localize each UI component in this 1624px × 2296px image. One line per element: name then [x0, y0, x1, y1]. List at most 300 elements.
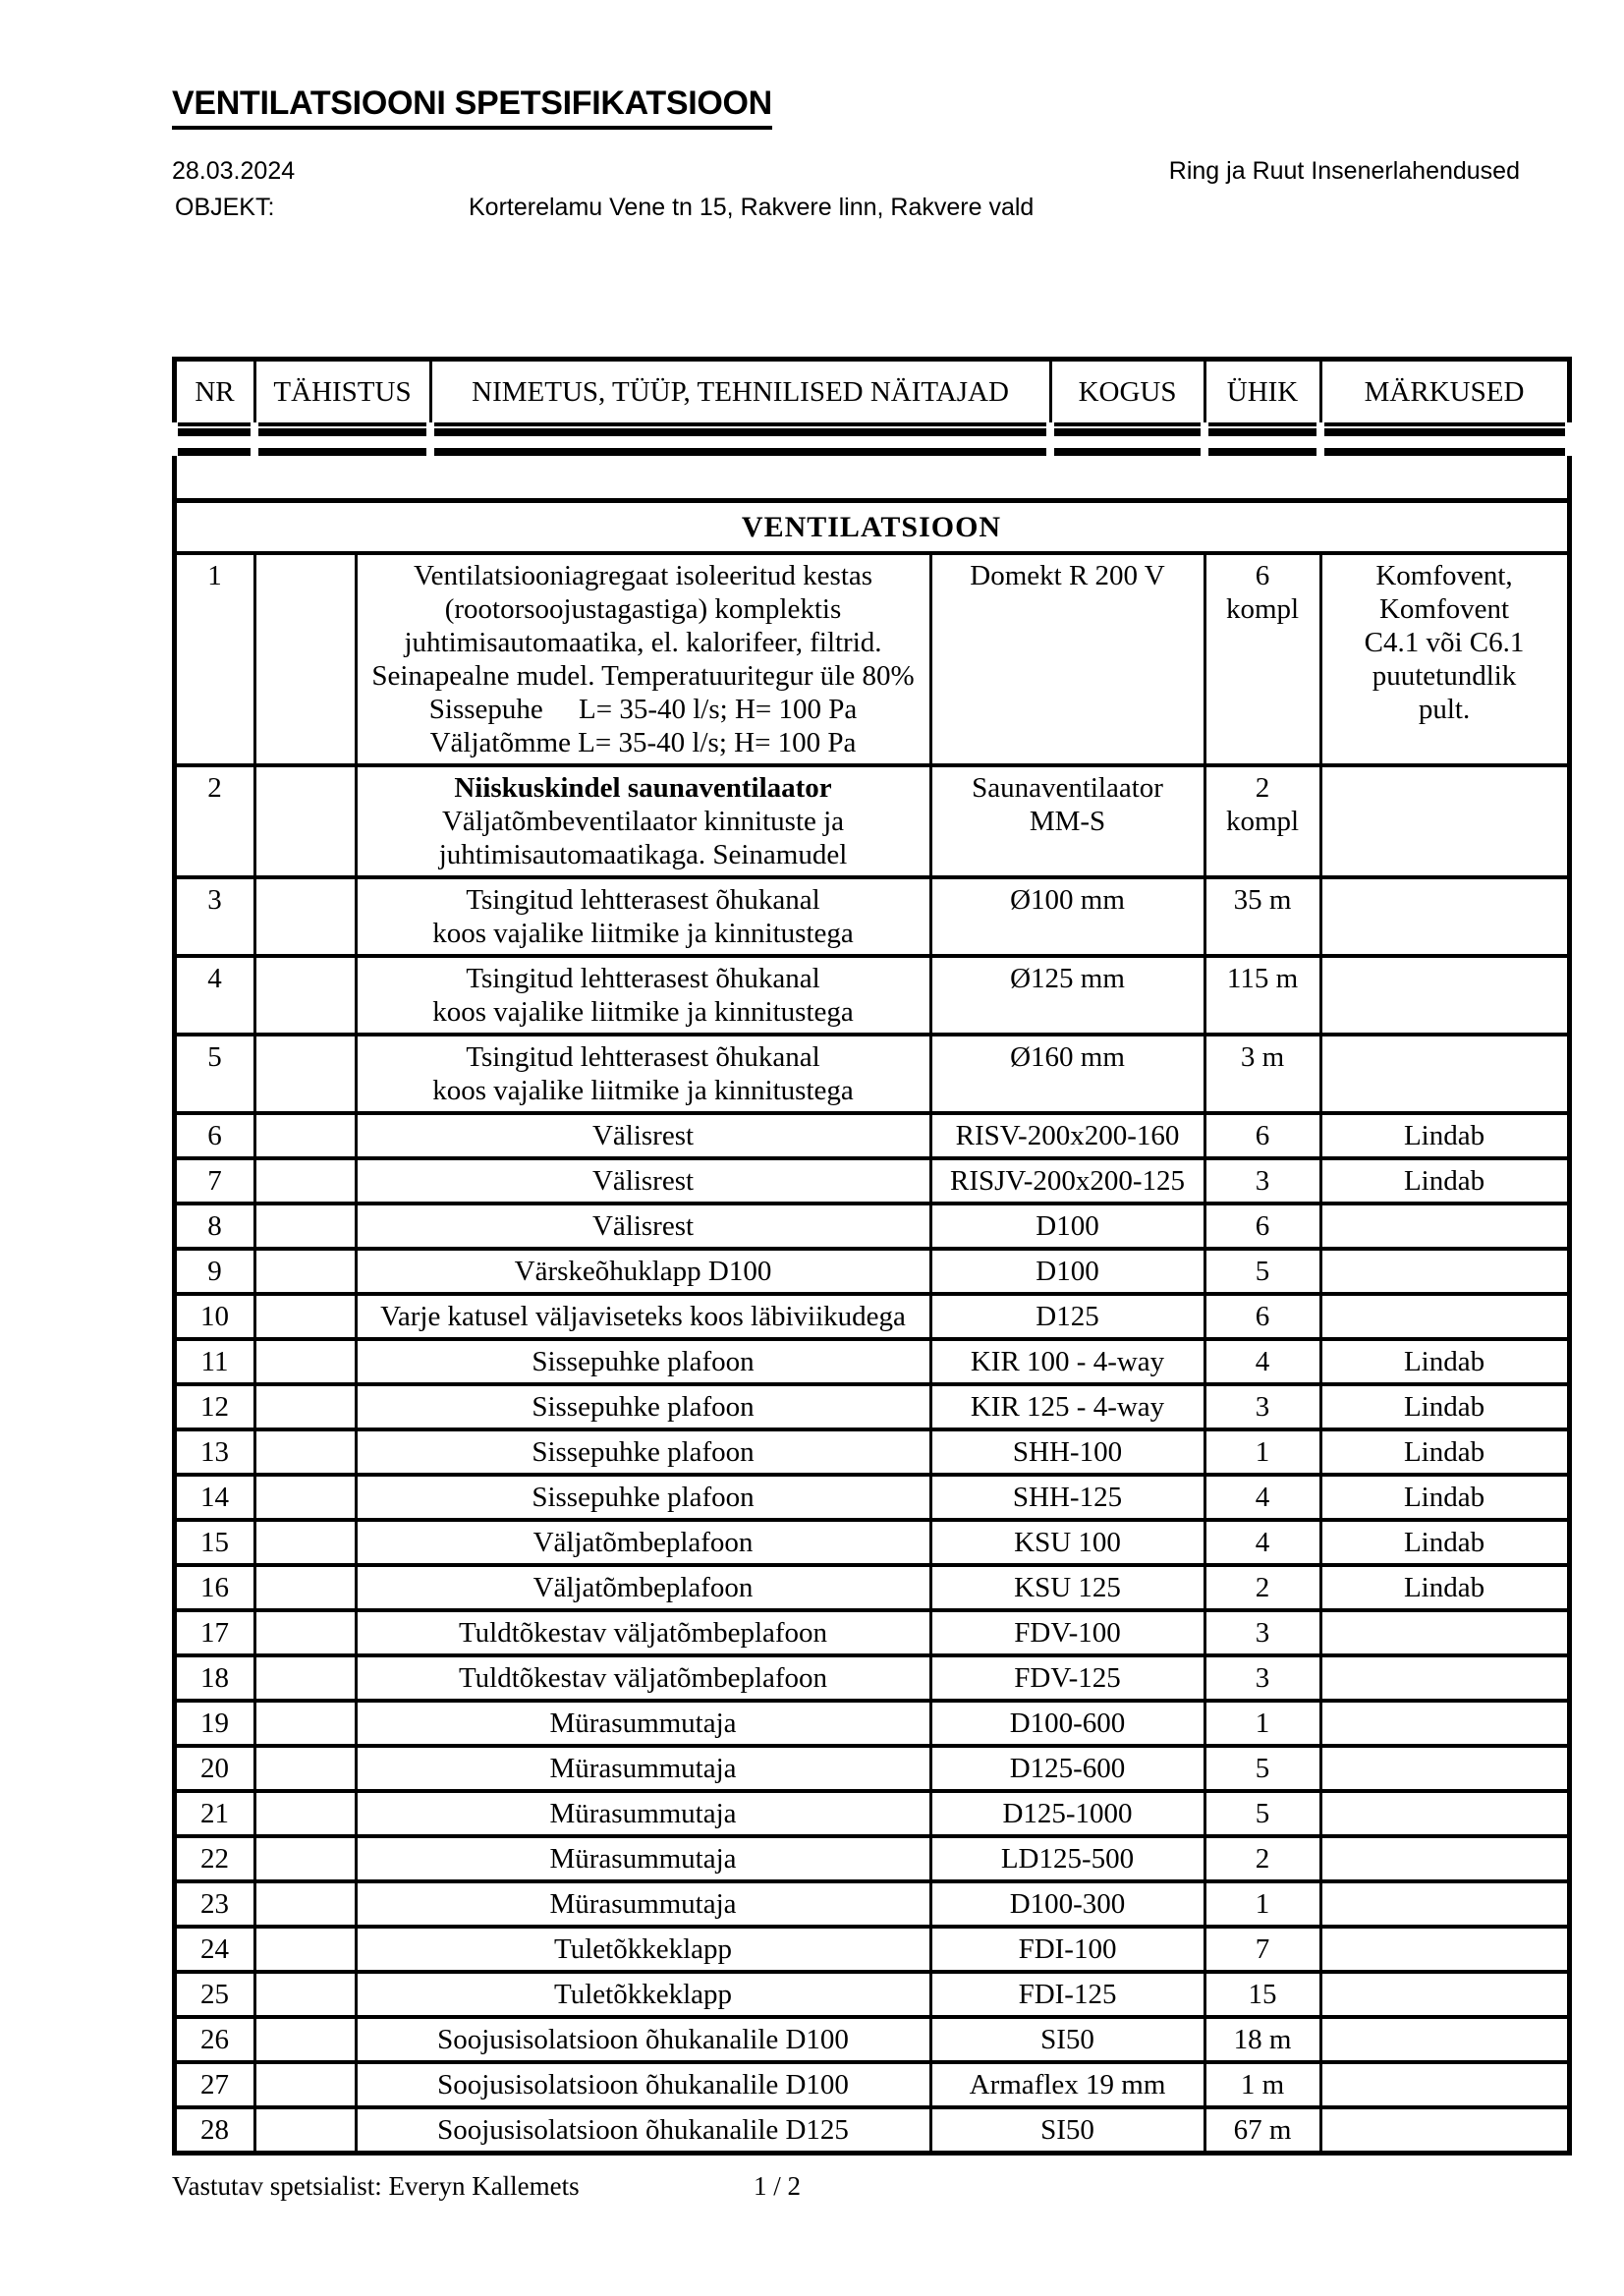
cell-line: 2: [1255, 1572, 1270, 1603]
cell-tahistus: [254, 553, 356, 765]
cell-type: [930, 877, 1204, 956]
cell-line: RISJV-200x200-125: [950, 1165, 1186, 1197]
cell-tahistus: [254, 2017, 356, 2062]
cell-line: 6: [1255, 560, 1270, 591]
column-header-kogus: KOGUS: [1050, 360, 1204, 425]
cell-description: [356, 1655, 930, 1701]
cell-line: Sissepuhke plafoon: [532, 1436, 755, 1468]
table-row: [174, 956, 1569, 1035]
divider-band-cell: [1050, 424, 1204, 456]
table-row: [174, 1158, 1569, 1204]
cell-description: [356, 1339, 930, 1384]
cell-line: D125: [1036, 1301, 1099, 1332]
cell-quantity: [1204, 877, 1320, 956]
cell-line: Ø100 mm: [1010, 884, 1125, 916]
cell-nr: 4: [174, 956, 254, 1035]
cell-notes: [1320, 1113, 1569, 1158]
cell-notes: [1320, 2017, 1569, 2062]
cell-description: [356, 1204, 930, 1249]
cell-line: 2: [1255, 1843, 1270, 1875]
cell-line: D125-1000: [1002, 1798, 1133, 1829]
company-name: Ring ja Ruut Insenerlahendused: [1168, 157, 1520, 185]
cell-line: 1: [1255, 1708, 1270, 1739]
cell-line: Tuletõkkeklapp: [554, 1933, 732, 1965]
cell-tahistus: [254, 1972, 356, 2017]
cell-line: Soojusisolatsioon õhukanalile D100: [437, 2069, 849, 2100]
cell-line: Mürasummutaja: [549, 1888, 737, 1920]
cell-nr: 19: [174, 1701, 254, 1746]
cell-type: [930, 1204, 1204, 1249]
cell-line: kompl: [1225, 806, 1300, 837]
cell-line: 5: [1255, 1798, 1270, 1829]
cell-type: [930, 1746, 1204, 1791]
column-header-nr: NR: [174, 360, 254, 425]
cell-line: LD125-500: [1000, 1843, 1135, 1875]
cell-quantity: [1204, 1035, 1320, 1113]
table-row: [174, 1972, 1569, 2017]
cell-quantity: [1204, 1249, 1320, 1294]
cell-type: [930, 1701, 1204, 1746]
cell-tahistus: [254, 1836, 356, 1881]
table-row: [174, 1746, 1569, 1791]
cell-line: Tsingitud lehtterasest õhukanal: [466, 884, 820, 916]
cell-line: Sissepuhe L= 35-40 l/s; H= 100 Pa: [428, 694, 858, 725]
cell-type: [930, 1158, 1204, 1204]
cell-tahistus: [254, 1520, 356, 1565]
cell-notes: [1320, 1927, 1569, 1972]
cell-tahistus: [254, 1475, 356, 1520]
table-row: [174, 2017, 1569, 2062]
cell-line: 115 m: [1226, 963, 1299, 994]
cell-tahistus: [254, 1565, 356, 1610]
cell-line: KIR 100 - 4-way: [970, 1346, 1165, 1377]
cell-description: [356, 1035, 930, 1113]
cell-line: Komfovent: [1378, 593, 1510, 625]
divider-band-cell: [254, 424, 430, 456]
cell-nr: 26: [174, 2017, 254, 2062]
cell-line: Niiskuskindel saunaventilaator: [454, 772, 832, 804]
cell-quantity: [1204, 553, 1320, 765]
cell-description: [356, 1249, 930, 1294]
cell-line: Varje katusel väljaviseteks koos läbiviikudega: [380, 1301, 906, 1332]
cell-nr: 18: [174, 1655, 254, 1701]
cell-notes: [1320, 1204, 1569, 1249]
cell-nr: 20: [174, 1746, 254, 1791]
cell-description: [356, 877, 930, 956]
divider-band-cell: [1320, 424, 1569, 456]
cell-type: [930, 2017, 1204, 2062]
cell-line: 5: [1255, 1753, 1270, 1784]
cell-line: Seinapealne mudel. Temperatuuritegur üle 80%: [371, 660, 915, 692]
cell-description: [356, 553, 930, 765]
cell-quantity: [1204, 1927, 1320, 1972]
cell-line: 6: [1255, 1210, 1270, 1242]
cell-tahistus: [254, 2062, 356, 2107]
cell-line: Sissepuhke plafoon: [532, 1391, 755, 1423]
cell-type: [930, 956, 1204, 1035]
cell-type: [930, 1294, 1204, 1339]
cell-quantity: [1204, 2017, 1320, 2062]
cell-tahistus: [254, 1339, 356, 1384]
cell-line: SHH-100: [1012, 1436, 1123, 1468]
cell-tahistus: [254, 2107, 356, 2153]
cell-quantity: [1204, 1158, 1320, 1204]
section-header-row: [174, 501, 1569, 554]
cell-line: Tsingitud lehtterasest õhukanal: [466, 1041, 820, 1073]
table-row: [174, 1791, 1569, 1836]
cell-line: Armaflex 19 mm: [969, 2069, 1166, 2100]
cell-tahistus: [254, 1249, 356, 1294]
cell-line: Lindab: [1403, 1482, 1485, 1513]
cell-line: 3: [1255, 1165, 1270, 1197]
cell-line: KIR 125 - 4-way: [970, 1391, 1165, 1423]
cell-notes: [1320, 1249, 1569, 1294]
cell-line: Lindab: [1403, 1120, 1485, 1151]
cell-type: [930, 1881, 1204, 1927]
empty-spacer-row: [174, 456, 1569, 501]
cell-line: Välisrest: [591, 1120, 695, 1151]
cell-notes: [1320, 1339, 1569, 1384]
cell-line: 3: [1255, 1391, 1270, 1423]
cell-line: D125-600: [1009, 1753, 1126, 1784]
cell-type: [930, 2062, 1204, 2107]
divider-band-cell: [174, 424, 254, 456]
cell-line: Soojusisolatsioon õhukanalile D100: [437, 2024, 849, 2055]
cell-quantity: [1204, 1520, 1320, 1565]
cell-quantity: [1204, 1294, 1320, 1339]
cell-line: 2: [1255, 772, 1270, 804]
cell-type: [930, 1655, 1204, 1701]
cell-quantity: [1204, 765, 1320, 877]
cell-line: SI50: [1040, 2024, 1094, 2055]
cell-quantity: [1204, 1339, 1320, 1384]
cell-notes: [1320, 1035, 1569, 1113]
cell-nr: 3: [174, 877, 254, 956]
cell-line: KSU 125: [1014, 1572, 1121, 1603]
cell-line: Väljatõmbeplafoon: [532, 1527, 754, 1558]
cell-line: Mürasummutaja: [549, 1798, 737, 1829]
cell-line: Saunaventilaator: [972, 772, 1163, 804]
cell-notes: [1320, 1158, 1569, 1204]
cell-line: Lindab: [1403, 1572, 1485, 1603]
cell-type: [930, 1927, 1204, 1972]
cell-nr: 21: [174, 1791, 254, 1836]
cell-nr: 7: [174, 1158, 254, 1204]
divider-band: [174, 424, 1569, 456]
cell-nr: 2: [174, 765, 254, 877]
cell-type: [930, 2107, 1204, 2153]
cell-line: puutetundlik: [1372, 660, 1517, 692]
cell-line: 35 m: [1233, 884, 1292, 916]
document-date: 28.03.2024: [172, 157, 296, 185]
cell-nr: 16: [174, 1565, 254, 1610]
cell-type: [930, 1035, 1204, 1113]
cell-notes: [1320, 1881, 1569, 1927]
cell-type: [930, 1384, 1204, 1429]
table-row: [174, 1836, 1569, 1881]
table-row: [174, 1565, 1569, 1610]
cell-nr: 25: [174, 1972, 254, 2017]
cell-tahistus: [254, 1655, 356, 1701]
cell-notes: [1320, 1520, 1569, 1565]
cell-quantity: [1204, 1881, 1320, 1927]
table-row: [174, 1610, 1569, 1655]
page-title: VENTILATSIOONI SPETSIFIKATSIOON: [172, 84, 772, 130]
cell-line: Sissepuhke plafoon: [532, 1346, 755, 1377]
cell-line: Lindab: [1403, 1391, 1485, 1423]
cell-type: [930, 1565, 1204, 1610]
cell-nr: 5: [174, 1035, 254, 1113]
cell-line: D100: [1036, 1210, 1099, 1242]
cell-quantity: [1204, 1746, 1320, 1791]
cell-line: Ø160 mm: [1010, 1041, 1125, 1073]
cell-description: [356, 1746, 930, 1791]
page-number: 1 / 2: [754, 2171, 802, 2201]
cell-line: 6: [1255, 1120, 1270, 1151]
cell-description: [356, 1294, 930, 1339]
cell-type: [930, 1429, 1204, 1475]
column-header-uhik: ÜHIK: [1204, 360, 1320, 425]
cell-notes: [1320, 1791, 1569, 1836]
table-row: [174, 1701, 1569, 1746]
cell-tahistus: [254, 1384, 356, 1429]
cell-notes: [1320, 1746, 1569, 1791]
cell-tahistus: [254, 1701, 356, 1746]
cell-line: (rootorsoojustagastiga) komplektis: [444, 593, 842, 625]
cell-description: [356, 1791, 930, 1836]
column-header-markused: MÄRKUSED: [1320, 360, 1569, 425]
cell-line: Mürasummutaja: [549, 1843, 737, 1875]
cell-line: 1: [1255, 1888, 1270, 1920]
cell-line: koos vajalike liitmike ja kinnitustega: [432, 1075, 854, 1106]
cell-line: Väljatõmbeplafoon: [532, 1572, 754, 1603]
empty-spacer-cell: [174, 456, 1569, 501]
cell-line: Domekt R 200 V: [970, 560, 1165, 591]
cell-notes: [1320, 1475, 1569, 1520]
cell-quantity: [1204, 1972, 1320, 2017]
cell-line: Ventilatsiooniagregaat isoleeritud kestas: [413, 560, 873, 591]
table-row: [174, 1655, 1569, 1701]
cell-description: [356, 1565, 930, 1610]
table-row: [174, 1249, 1569, 1294]
table-row: [174, 765, 1569, 877]
cell-line: juhtimisautomaatika, el. kalorifeer, filtrid.: [404, 627, 882, 658]
cell-tahistus: [254, 1746, 356, 1791]
cell-notes: [1320, 1701, 1569, 1746]
table-row: [174, 1475, 1569, 1520]
cell-line: D100-300: [1009, 1888, 1126, 1920]
cell-line: 18 m: [1233, 2024, 1292, 2055]
cell-line: Välisrest: [591, 1210, 695, 1242]
cell-notes: [1320, 956, 1569, 1035]
cell-line: Väljatõmbeventilaator kinnituste ja: [441, 806, 845, 837]
cell-line: 67 m: [1233, 2114, 1292, 2146]
cell-notes: [1320, 2062, 1569, 2107]
cell-quantity: [1204, 1475, 1320, 1520]
cell-line: 1: [1255, 1436, 1270, 1468]
cell-quantity: [1204, 1701, 1320, 1746]
cell-notes: [1320, 1972, 1569, 2017]
cell-line: FDI-125: [1018, 1979, 1117, 2010]
table-row: [174, 1294, 1569, 1339]
column-header-nimetus: NIMETUS, TÜÜP, TEHNILISED NÄITAJAD: [430, 360, 1050, 425]
cell-line: Värskeõhuklapp D100: [514, 1256, 772, 1287]
cell-line: D100-600: [1009, 1708, 1126, 1739]
cell-tahistus: [254, 1927, 356, 1972]
cell-line: SHH-125: [1012, 1482, 1123, 1513]
cell-quantity: [1204, 1204, 1320, 1249]
cell-type: [930, 1475, 1204, 1520]
cell-nr: 9: [174, 1249, 254, 1294]
cell-quantity: [1204, 1113, 1320, 1158]
cell-notes: [1320, 1655, 1569, 1701]
cell-line: Välisrest: [591, 1165, 695, 1197]
cell-description: [356, 1158, 930, 1204]
cell-type: [930, 1249, 1204, 1294]
cell-type: [930, 1610, 1204, 1655]
cell-description: [356, 1384, 930, 1429]
cell-line: Lindab: [1403, 1346, 1485, 1377]
cell-description: [356, 1927, 930, 1972]
column-header-tahistus: TÄHISTUS: [254, 360, 430, 425]
cell-tahistus: [254, 956, 356, 1035]
cell-nr: 14: [174, 1475, 254, 1520]
cell-quantity: [1204, 1384, 1320, 1429]
divider-band-cell: [1204, 424, 1320, 456]
table-row: [174, 1881, 1569, 1927]
cell-tahistus: [254, 1881, 356, 1927]
cell-type: [930, 765, 1204, 877]
cell-line: 5: [1255, 1256, 1270, 1287]
cell-line: 4: [1255, 1482, 1270, 1513]
cell-nr: 23: [174, 1881, 254, 1927]
cell-line: 4: [1255, 1527, 1270, 1558]
cell-line: 4: [1255, 1346, 1270, 1377]
cell-description: [356, 1701, 930, 1746]
cell-type: [930, 1520, 1204, 1565]
cell-nr: 1: [174, 553, 254, 765]
cell-tahistus: [254, 1204, 356, 1249]
table-row: [174, 1520, 1569, 1565]
cell-line: Tuldtõkestav väljatõmbeplafoon: [458, 1617, 828, 1649]
cell-description: [356, 1836, 930, 1881]
cell-nr: 27: [174, 2062, 254, 2107]
cell-line: FDI-100: [1018, 1933, 1117, 1965]
cell-line: C4.1 või C6.1: [1364, 627, 1525, 658]
cell-line: Komfovent,: [1375, 560, 1513, 591]
cell-quantity: [1204, 1565, 1320, 1610]
cell-tahistus: [254, 1035, 356, 1113]
table-row: [174, 553, 1569, 765]
cell-line: Mürasummutaja: [549, 1753, 737, 1784]
cell-tahistus: [254, 1429, 356, 1475]
cell-line: FDV-100: [1014, 1617, 1121, 1649]
cell-quantity: [1204, 1836, 1320, 1881]
cell-line: Mürasummutaja: [549, 1708, 737, 1739]
cell-nr: 15: [174, 1520, 254, 1565]
table-row: [174, 1339, 1569, 1384]
cell-line: Soojusisolatsioon õhukanalile D125: [437, 2114, 849, 2146]
cell-tahistus: [254, 1158, 356, 1204]
cell-line: Tuletõkkeklapp: [554, 1979, 732, 2010]
cell-notes: [1320, 1836, 1569, 1881]
cell-line: Tsingitud lehtterasest õhukanal: [466, 963, 820, 994]
cell-nr: 13: [174, 1429, 254, 1475]
cell-type: [930, 553, 1204, 765]
cell-notes: [1320, 877, 1569, 956]
cell-line: MM-S: [1029, 806, 1106, 837]
cell-line: 6: [1255, 1301, 1270, 1332]
cell-line: D100: [1036, 1256, 1099, 1287]
cell-notes: [1320, 2107, 1569, 2153]
cell-line: Ø125 mm: [1010, 963, 1125, 994]
cell-tahistus: [254, 1791, 356, 1836]
cell-nr: 12: [174, 1384, 254, 1429]
cell-line: pult.: [1418, 694, 1471, 725]
cell-nr: 11: [174, 1339, 254, 1384]
cell-notes: [1320, 1565, 1569, 1610]
cell-quantity: [1204, 1791, 1320, 1836]
cell-quantity: [1204, 1655, 1320, 1701]
cell-tahistus: [254, 765, 356, 877]
cell-line: 3 m: [1240, 1041, 1285, 1073]
cell-line: kompl: [1225, 593, 1300, 625]
cell-tahistus: [254, 1294, 356, 1339]
cell-notes: [1320, 1294, 1569, 1339]
cell-type: [930, 1339, 1204, 1384]
cell-type: [930, 1113, 1204, 1158]
cell-nr: 17: [174, 1610, 254, 1655]
table-row: [174, 1927, 1569, 1972]
cell-line: Sissepuhke plafoon: [532, 1482, 755, 1513]
cell-line: Lindab: [1403, 1165, 1485, 1197]
cell-notes: [1320, 1429, 1569, 1475]
cell-description: [356, 956, 930, 1035]
cell-description: [356, 2017, 930, 2062]
cell-line: Lindab: [1403, 1436, 1485, 1468]
cell-description: [356, 2062, 930, 2107]
cell-tahistus: [254, 877, 356, 956]
cell-nr: 28: [174, 2107, 254, 2153]
cell-quantity: [1204, 1610, 1320, 1655]
cell-line: Tuldtõkestav väljatõmbeplafoon: [458, 1662, 828, 1694]
cell-description: [356, 1972, 930, 2017]
cell-line: 15: [1248, 1979, 1277, 2010]
cell-quantity: [1204, 2062, 1320, 2107]
cell-line: KSU 100: [1014, 1527, 1121, 1558]
cell-quantity: [1204, 956, 1320, 1035]
cell-notes: [1320, 1384, 1569, 1429]
cell-line: Väljatõmme L= 35-40 l/s; H= 100 Pa: [429, 727, 857, 758]
cell-line: koos vajalike liitmike ja kinnitustega: [432, 918, 854, 949]
table-header-row: [174, 360, 1569, 425]
table-row: [174, 1429, 1569, 1475]
cell-description: [356, 1113, 930, 1158]
object-value: Korterelamu Vene tn 15, Rakvere linn, Rakvere vald: [469, 194, 1035, 221]
cell-description: [356, 1520, 930, 1565]
table-row: [174, 1035, 1569, 1113]
cell-line: 7: [1255, 1933, 1270, 1965]
cell-description: [356, 1610, 930, 1655]
cell-type: [930, 1836, 1204, 1881]
spec-table: [170, 357, 1573, 2156]
cell-type: [930, 1791, 1204, 1836]
cell-type: [930, 1972, 1204, 2017]
responsible-specialist: Vastutav spetsialist: Everyn Kallemets: [172, 2171, 580, 2201]
cell-nr: 22: [174, 1836, 254, 1881]
cell-line: Lindab: [1403, 1527, 1485, 1558]
table-row: [174, 2107, 1569, 2153]
